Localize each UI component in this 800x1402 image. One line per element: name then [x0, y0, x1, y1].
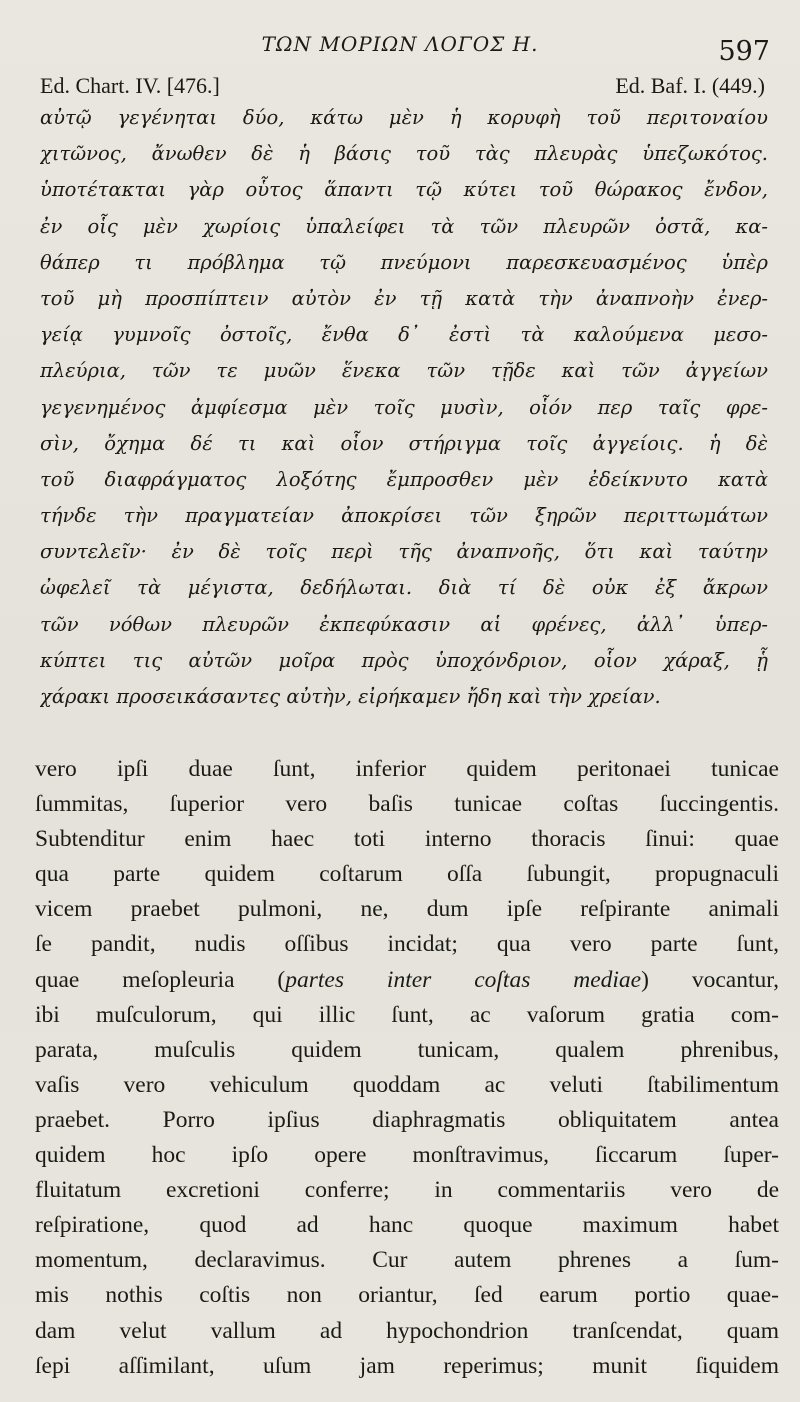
- latin-line: qua parte quidem coſtarum oſſa ſubungit, propugnaculi: [35, 861, 779, 888]
- latin-line: mis nothis coſtis non oriantur, ſed earum portio quae-: [35, 1282, 779, 1309]
- greek-line: γείᾳ γυμνοῖς ὀστοῖς, ἔνθα δ᾽ ἐστὶ τὰ καλούμενα μεσο-: [40, 323, 768, 347]
- latin-line: ſe pandit, nudis oſſibus incidat; qua vero parte ſunt,: [35, 931, 779, 958]
- edition-chartier: Ed. Chart. IV. [476.]: [40, 73, 220, 98]
- latin-line: vero ipſi duae ſunt, inferior quidem peritonaei tunicae: [35, 756, 779, 782]
- running-head: [0, 28, 800, 67]
- latin-gloss: partes inter coſtas mediae: [285, 966, 642, 993]
- greek-line: τῶν νόθων πλευρῶν ἐκπεφύκασιν αἱ φρένες, ἀλλ᾽ ὑπερ-: [40, 612, 768, 636]
- latin-line: praebet. Porro ipſius diaphragmatis obliquitatem antea: [35, 1106, 779, 1133]
- latin-line: fluitatum excretioni conferre; in commentariis vero de: [35, 1177, 779, 1204]
- edition-line: [40, 73, 765, 101]
- latin-line: quae meſopleuria (partes inter coſtas mediae) vocantur,: [35, 966, 779, 993]
- edition-basel: Ed. Baf. I. (449.): [615, 73, 765, 98]
- greek-line: αὐτῷ γεγένηται δύο, κάτω μὲν ἡ κορυφὴ τοῦ περιτοναίου: [40, 106, 768, 129]
- greek-line: τοῦ μὴ προσπίπτειν αὐτὸν ἐν τῇ κατὰ τὴν ἀναπνοὴν ἐνερ-: [40, 286, 768, 310]
- latin-line: ſepi aſſimilant, uſum jam reperimus; munit ſiquidem: [35, 1352, 779, 1379]
- latin-text-block: [35, 752, 779, 1384]
- greek-line: τήνδε τὴν πραγματείαν ἀποκρίσει τῶν ξηρῶν περιττωμάτων: [40, 504, 768, 528]
- latin-line: ſummitas, ſuperior vero baſis tunicae coſtas ſuccingentis.: [35, 791, 779, 818]
- greek-line: ὠφελεῖ τὰ μέγιστα, δεδήλωται. διὰ τί δὲ οὐκ ἐξ ἄκρων: [40, 576, 768, 600]
- greek-line: ὑποτέτακται γὰρ οὗτος ἅπαντι τῷ κύτει τοῦ θώρακος ἔνδον,: [40, 178, 768, 202]
- greek-line: γεγενημένος ἀμφίεσμα μὲν τοῖς μυσὶν, οἷόν περ ταῖς φρε-: [40, 395, 768, 419]
- page-number: 597: [718, 36, 770, 67]
- latin-line: ibi muſculorum, qui illic ſunt, ac vaſorum gratia com-: [35, 1001, 779, 1028]
- latin-line: momentum, declaravimus. Cur autem phrenes a ſum-: [35, 1247, 779, 1274]
- latin-line: vaſis vero vehiculum quoddam ac veluti ſtabilimentum: [35, 1071, 779, 1098]
- greek-line: χιτῶνος, ἄνωθεν δὲ ἡ βάσις τοῦ τὰς πλευρὰς ὑπεζωκότος.: [40, 142, 768, 166]
- greek-line: κύπτει τις αὐτῶν μοῖρα πρὸς ὑποχόνδριον, οἷον χάραξ, ᾗ: [40, 648, 768, 672]
- greek-line: χάρακι προσεικάσαντες αὐτὴν, εἰρήκαμεν ἤδη καὶ τὴν χρείαν.: [40, 685, 661, 708]
- greek-line: πλεύρια, τῶν τε μυῶν ἕνεκα τῶν τῇδε καὶ τῶν ἀγγείων: [40, 359, 768, 383]
- latin-line: parata, muſculis quidem tunicam, qualem phrenibus,: [35, 1036, 779, 1063]
- latin-line: Subtenditur enim haec toti interno thoracis ſinui: quae: [35, 826, 779, 853]
- latin-line: reſpiratione, quod ad hanc quoque maximum habet: [35, 1212, 779, 1239]
- greek-line: θάπερ τι πρόβλημα τῷ πνεύμονι παρεσκευασμένος ὑπὲρ: [40, 250, 768, 274]
- greek-line: σὶν, ὄχημα δέ τι καὶ οἷον στήριγμα τοῖς ἀγγείοις. ἡ δὲ: [40, 431, 768, 455]
- greek-line: ἐν οἷς μὲν χωρίοις ὑπαλείφει τὰ τῶν πλευρῶν ὀστᾶ, κα-: [40, 214, 768, 238]
- greek-text-block: [40, 100, 768, 715]
- latin-line: vicem praebet pulmoni, ne, dum ipſe reſpirante animali: [35, 896, 779, 923]
- greek-line: συντελεῖν· ἐν δὲ τοῖς περὶ τῆς ἀναπνοῆς, ὅτι καὶ ταύτην: [40, 540, 768, 564]
- latin-line: dam velut vallum ad hypochondrion tranſcendat, quam: [35, 1317, 779, 1344]
- running-title: ΤΩΝ ΜΟΡΙΩΝ ΛΟΓΟΣ Η.: [261, 32, 539, 56]
- latin-line: quidem hoc ipſo opere monſtravimus, ſiccarum ſuper-: [35, 1142, 779, 1169]
- greek-line: τοῦ διαφράγματος λοξότης ἔμπροσθεν μὲν ἐδείκνυτο κατὰ: [40, 467, 768, 491]
